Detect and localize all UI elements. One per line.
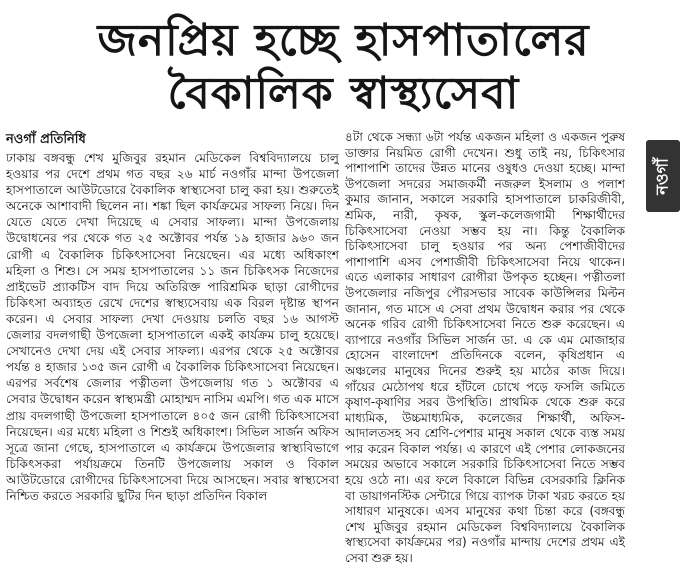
byline: নওগাঁ প্রতিনিধি: [6, 132, 86, 147]
article-body-right: ৪টা থেকে সন্ধ্যা ৬টা পর্যন্ত একজন মহিলা ও একজন পুরুষ ডাক্তার নিয়মিত রোগী দেখেন। শুধু তাই নয়, চিকিৎসার পাশাপাশি তাদের উন্নত মানের ওষুধও দেওয়া হচ্ছে। মান্দা উপজেলা সদরের সমাজকর্মী নজরুল ইসলাম ও পলাশ কুমার জানান, সকালে সরকারি হাসপাতালে চাকরিজীবী, শ্রমিক, নারী, কৃষক, স্কুল-কলেজগামী শিক্ষার্থীদের চিকিৎসাসেবা নেওয়া সম্ভব হয় না। কিন্তু বৈকালিক চিকিৎসাসেবা চালু হওয়ার পর অন্য পেশাজীবীদের পাশাপাশি এসব পেশাজীবী চিকিৎসাসেবা নিয়ে থাকেন। এতে এলাকার সাধারণ রোগীরা উপকৃত হচ্ছেন। পত্নীতলা উপজেলার নজিপুর পৌরসভার সাবেক কাউন্সিলর মিল্টন জানান, গত মাসে এ সেবা প্রথম উদ্বোধন করার পর থেকে অনেক গরিব রোগী চিকিৎসাসেবা নিতে শুরু করেছেন। এ ব্যাপারে নওগাঁর সিভিল সার্জন ডা. এ কে এম মোজাহার হোসেন বাংলাদেশ প্রতিদিনকে বলেন, কৃষিপ্রধান এ অঞ্চলের মানুষের দিনের শুরুই হয় মাঠের কাজ দিয়ে। গাঁয়ের মেঠোপথ ধরে হাঁটলে চোখে পড়ে ফসলি জমিতে কৃষাণ-কৃষাণির সরব উপস্থিতি। প্রাথমিক থেকে শুরু করে মাধ্যমিক, উচ্চমাধ্যমিক, কলেজের শিক্ষার্থী, অফিস-আদালতসহ সব শ্রেণি-পেশার মানুষ সকাল থেকে ব্যস্ত সময় পার করেন বিকাল পর্যন্ত। এ কারণে এই পেশার লোকজনের সময়ের অভাবে সকালে সরকারি চিকিৎসাসেবা নিতে সম্ভব হয়ে ওঠে না। এর ফলে বিকালে বিভিন্ন বেসরকারি ক্লিনিক বা ডায়াগনস্টিক সেন্টারে গিয়ে ব্যাপক টাকা খরচ করতে হয় সাধারণ মানুষকে। এসব মানুষের কথা চিন্তা করে (বঙ্গবন্ধু শেখ মুজিবুর রহমান মেডিকেল বিশ্ববিদ্যালয়ে বৈকালিক স্বাস্থ্যসেবা কার্যক্রমের পর) নওগাঁর মান্দায় দেশের প্রথম এই সেবা শুরু হয়।: [345, 130, 625, 566]
headline-line-2: বৈকালিক স্বাস্থ্যসেবা: [167, 68, 520, 119]
article-column-right: [345, 130, 625, 570]
headline-line-1: জনপ্রিয় হচ্ছে হাসপাতালের: [97, 15, 590, 66]
section-tag: [646, 140, 680, 212]
section-tag-label: নওগাঁ: [652, 157, 672, 195]
article-column-left: [6, 150, 339, 568]
article-body-left: ঢাকায় বঙ্গবন্ধু শেখ মুজিবুর রহমান মেডিকেল বিশ্ববিদ্যালয়ে চালু হওয়ার পর দেশে প্রথম গত বছর ২৬ মার্চ নওগাঁর মান্দা উপজেলা হাসপাতালে আউটডোরে বৈকালিক স্বাস্থ্যসেবা চালু করা হয়। শুরুতেই অনেকে আশাবাদী ছিলেন না। শঙ্কা ছিল কার্যক্রমের সাফল্য নিয়ে। দিন যেতে যেতে দেখা দিয়েছে এ সেবার সাফল্য। মান্দা উপজেলায় উদ্বোধনের পর থেকে গত ২৫ অক্টোবর পর্যন্ত ১৯ হাজার ৯৬০ জন রোগী এ বৈকালিক চিকিৎসাসেবা নিয়েছেন। এর মধ্যে অধিকাংশ মহিলা ও শিশু। সে সময় হাসপাতালের ১১ জন চিকিৎসক নিজেদের প্রাইভেট প্র্যাকটিস বাদ দিয়ে অতিরিক্ত পারিশ্রমিক ছাড়া রোগীদের চিকিৎসা অব্যাহত রেখে দেশের স্বাস্থ্যসেবায় এক বিরল দৃষ্টান্ত স্থাপন করেন। এ সেবার সাফল্য দেখা দেওয়ায় চলতি বছর ১৬ আগস্ট জেলার বদলগাছী উপজেলা হাসপাতালে একই কার্যক্রম চালু হয়েছে। সেখানেও দেখা দেয় এই সেবার সাফল্য। এরপর থেকে ২৫ অক্টোবর পর্যন্ত ৪ হাজার ১৩৫ জন রোগী এ বৈকালিক চিকিৎসাসেবা নিয়েছেন। এরপর সর্বশেষ জেলার পত্নীতলা উপজেলায় গত ১ অক্টোবর এ সেবার উদ্বোধন করেন স্বাস্থ্যমন্ত্রী মোহাম্মদ নাসিম এমপি। গত এক মাসে প্রায় বদলগাছী উপজেলা হাসপাতালে ৪০৫ জন রোগী চিকিৎসাসেবা নিয়েছেন। এর মধ্যে মহিলা ও শিশুই অধিকাংশ। সিভিল সার্জন অফিস সূত্রে জানা গেছে, হাসপাতালে এ কার্যক্রমে উপজেলার স্বাস্থ্যবিভাগে চিকিৎসকরা পর্যায়ক্রমে তিনটি উপজেলায় সকাল ও বিকাল আউটডোরে রোগীদের চিকিৎসাসেবা দিয়ে আসছেন। সবার স্বাস্থ্যসেবা নিশ্চিত করতে সরকারি ছুটির দিন ছাড়া প্রতিদিন বিকাল: [6, 151, 339, 503]
headline: [0, 14, 687, 120]
